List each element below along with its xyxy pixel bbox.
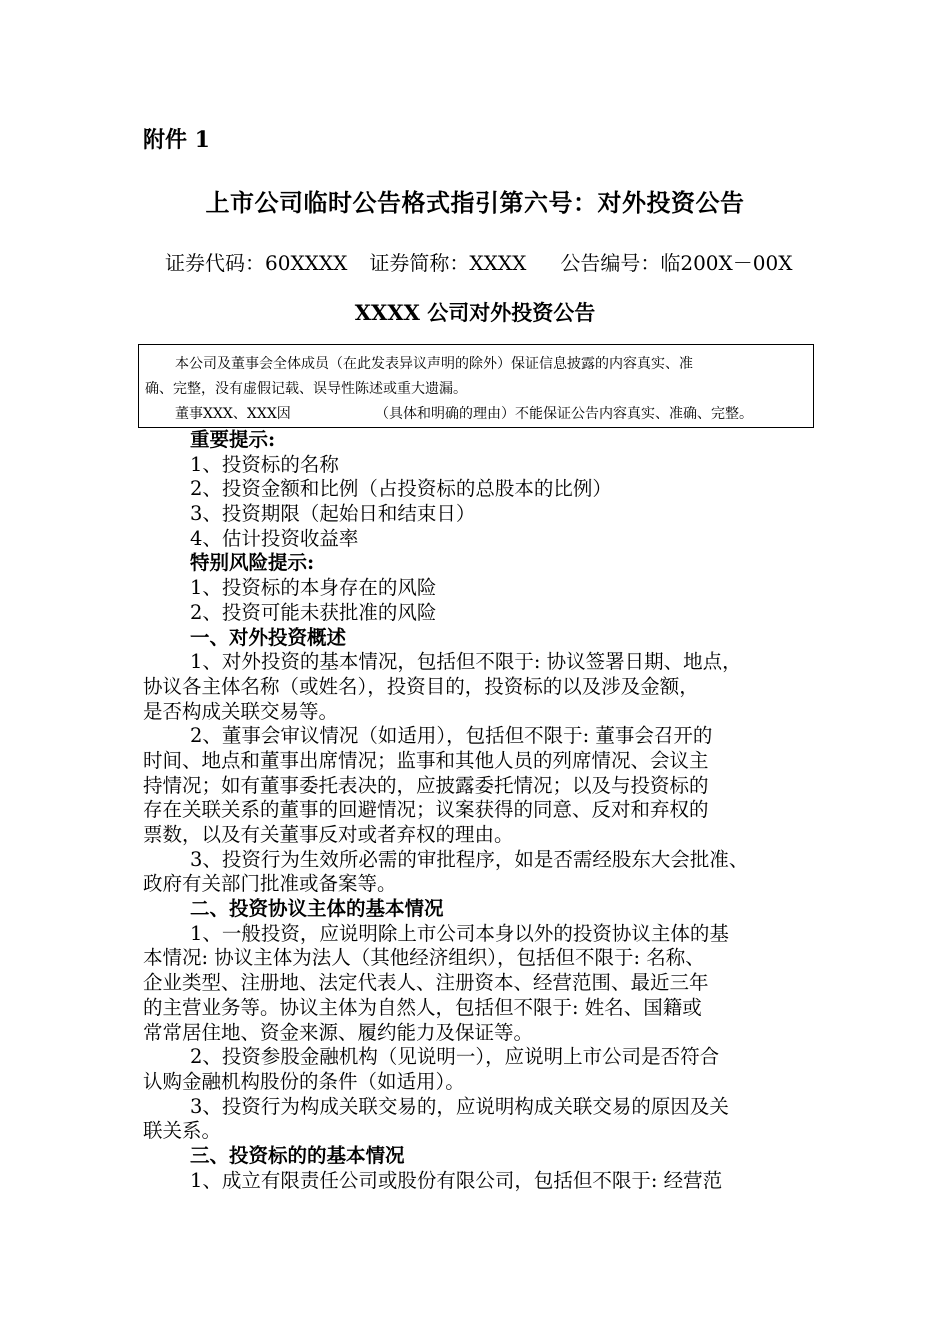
document-title: 上市公司临时公告格式指引第六号：对外投资公告 <box>205 188 745 217</box>
paragraph-line: 企业类型、注册地、法定代表人、注册资本、经营范围、最近三年 <box>143 971 709 995</box>
paragraph-line: 是否构成关联交易等。 <box>143 699 339 723</box>
announcement-title: XXXX 公司对外投资公告 <box>354 300 596 325</box>
announcement-meta <box>165 247 792 276</box>
list-item: 2、投资金额和比例（占投资标的总股本的比例） <box>190 477 612 501</box>
disclaimer-line: 确、完整，没有虚假记载、误导性陈述或重大遗漏。 <box>145 381 467 397</box>
paragraph-line: 1、一般投资，应说明除上市公司本身以外的投资协议主体的基 <box>190 921 729 945</box>
paragraph-line: 1、成立有限责任公司或股份有限公司，包括但不限于: 经营范 <box>190 1168 723 1192</box>
list-item: 1、投资标的名称 <box>190 452 339 476</box>
paragraph-line: 常常居住地、资金来源、履约能力及保证等。 <box>143 1020 534 1044</box>
list-item: 3、投资期限（起始日和结束日） <box>190 502 476 526</box>
announcement-number: 公告编号：临200X－00X <box>560 251 793 275</box>
list-item: 2、投资可能未获批准的风险 <box>190 600 437 624</box>
disclaimer-line: 本公司及董事会全体成员（在此发表异议声明的除外）保证信息披露的内容真实、准 <box>175 356 693 372</box>
paragraph-line: 持情况；如有董事委托表决的，应披露委托情况；以及与投资标的 <box>143 773 709 797</box>
document-body <box>143 428 843 1193</box>
paragraph-line: 3、投资行为构成关联交易的，应说明构成关联交易的原因及关 <box>190 1094 729 1118</box>
paragraph-line: 2、董事会审议情况（如适用），包括但不限于: 董事会召开的 <box>190 724 713 748</box>
disclaimer-line: 董事XXX、XXX因 <box>175 406 291 422</box>
important-notice-heading: 重要提示: <box>190 428 276 451</box>
attachment-label: 附件 1 <box>143 127 210 153</box>
section-heading: 三、投资标的的基本情况 <box>190 1143 405 1167</box>
paragraph-line: 1、对外投资的基本情况，包括但不限于: 协议签署日期、地点， <box>190 650 742 674</box>
risk-notice-heading: 特别风险提示: <box>190 551 315 575</box>
list-item: 4、估计投资收益率 <box>190 526 359 550</box>
stock-abbreviation: 证券简称：XXXX <box>369 251 527 275</box>
disclaimer-box <box>138 344 814 428</box>
stock-code: 证券代码：60XXXX <box>165 251 348 275</box>
paragraph-line: 政府有关部门批准或备案等。 <box>143 872 397 896</box>
disclaimer-line: （具体和明确的理由）不能保证公告内容真实、准确、完整。 <box>375 406 753 422</box>
paragraph-line: 本情况: 协议主体为法人（其他经济组织），包括但不限于: 名称、 <box>143 946 705 970</box>
section-heading: 二、投资协议主体的基本情况 <box>190 897 444 921</box>
paragraph-line: 3、投资行为生效所必需的审批程序，如是否需经股东大会批准、 <box>190 847 749 871</box>
paragraph-line: 联关系。 <box>143 1119 222 1143</box>
paragraph-line: 的主营业务等。协议主体为自然人，包括但不限于: 姓名、国籍或 <box>143 995 702 1019</box>
paragraph-line: 存在关联关系的董事的回避情况；议案获得的同意、反对和弃权的 <box>143 798 709 822</box>
paragraph-line: 时间、地点和董事出席情况；监事和其他人员的列席情况、会议主 <box>143 748 709 772</box>
paragraph-line: 认购金融机构股份的条件（如适用）。 <box>143 1069 465 1093</box>
paragraph-line: 协议各主体名称（或姓名），投资目的，投资标的以及涉及金额， <box>143 674 699 698</box>
paragraph-line: 票数，以及有关董事反对或者弃权的理由。 <box>143 823 514 846</box>
section-heading: 一、对外投资概述 <box>190 625 347 649</box>
list-item: 1、投资标的本身存在的风险 <box>190 576 437 600</box>
paragraph-line: 2、投资参股金融机构（见说明一），应说明上市公司是否符合 <box>190 1045 720 1069</box>
